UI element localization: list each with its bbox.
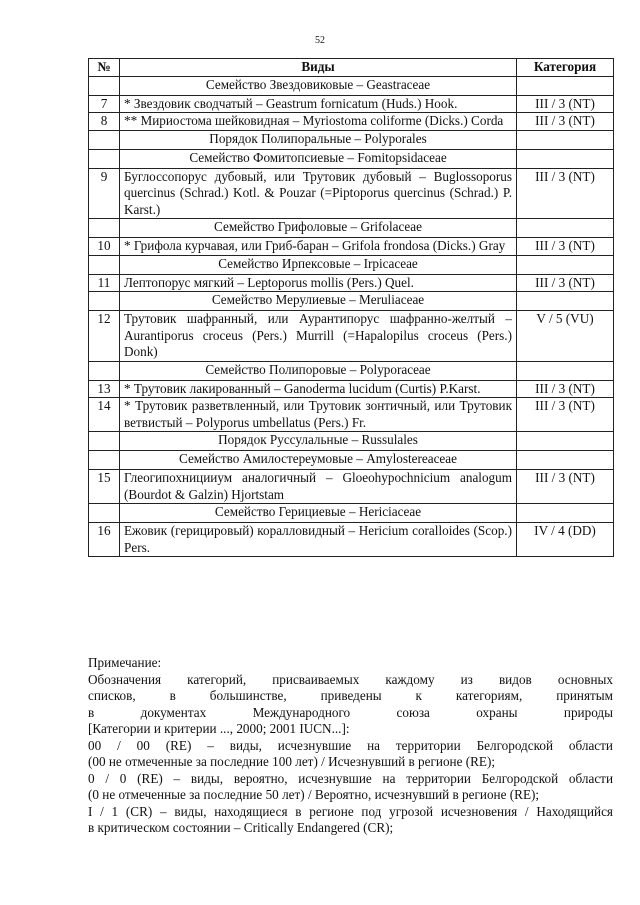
species-number: 8 [89, 113, 120, 131]
family-name: Семейство Герициевые – Hericiaceae [120, 504, 517, 523]
species-row [89, 95, 614, 113]
table-cell [517, 219, 614, 238]
page-number: 52 [315, 35, 325, 46]
table-cell [89, 255, 120, 274]
species-row [89, 238, 614, 256]
species-number: 7 [89, 95, 120, 113]
family-row [89, 292, 614, 311]
species-name: Лептопорус мягкий – Leptoporus mollis (Pers.) Quel. [120, 274, 517, 292]
species-row [89, 380, 614, 398]
species-row [89, 523, 614, 557]
species-category: III / 3 (NT) [517, 168, 614, 219]
table-cell [517, 76, 614, 95]
notes-section [88, 655, 613, 837]
species-row [89, 168, 614, 219]
order-row [89, 130, 614, 149]
table-cell [89, 432, 120, 451]
species-number: 11 [89, 274, 120, 292]
species-name: Буглоссопорус дубовый, или Трутовик дубовый – Buglossoporus quercinus (Schrad.) Kotl. & Pouzar (=Piptoporus quercinus (Schrad.) P. Karst.) [120, 168, 517, 219]
species-number: 15 [89, 470, 120, 504]
table-cell [517, 292, 614, 311]
species-name: Глеогипохницииум аналогичный – Gloeohypochnicium analogum (Bourdot & Galzin) Hjortstam [120, 470, 517, 504]
species-name: * Трутовик разветвленный, или Трутовик зонтичный, или Трутовик ветвистый – Polyporus umbellatus (Pers.) Fr. [120, 398, 517, 432]
table-cell [517, 149, 614, 168]
family-row [89, 504, 614, 523]
table-cell [517, 451, 614, 470]
species-name: Трутовик шафранный, или Аурантипорус шафранно-желтый – Aurantiporus croceus (Pers.) Murrill (=Hapalopilus croceus (Pers.) Donk) [120, 311, 517, 362]
species-name: Ежовик (герицировый) коралловидный – Hericium coralloides (Scop.) Pers. [120, 523, 517, 557]
notes-line: [Категории и критерии ..., 2000; 2001 IUCN...]: [88, 721, 350, 736]
table-cell [517, 361, 614, 380]
notes-line: 0 / 0 (RE) – виды, вероятно, исчезнувшие на территории Белгородской области [88, 770, 613, 786]
family-row [89, 76, 614, 95]
table-cell [517, 130, 614, 149]
family-name: Семейство Звездовиковые – Geastraceae [120, 76, 517, 95]
family-row [89, 255, 614, 274]
table-cell [517, 255, 614, 274]
species-name: * Трутовик лакированный – Ganoderma lucidum (Curtis) P.Karst. [120, 380, 517, 398]
notes-line: в документах Международного союза охраны природы [88, 704, 613, 720]
notes-line: (0 не отмеченные за последние 50 лет) / Вероятно, исчезнувший в регионе (RE); [88, 787, 540, 802]
species-row [89, 311, 614, 362]
notes-line: I / 1 (CR) – виды, находящиеся в регионе под угрозой исчезновения / Находящийся [88, 803, 613, 819]
table-cell [517, 504, 614, 523]
family-name: Семейство Полипоровые – Polyporaceae [120, 361, 517, 380]
table-cell [89, 292, 120, 311]
species-category: III / 3 (NT) [517, 380, 614, 398]
family-name: Семейство Ирпексовые – Irpicaceae [120, 255, 517, 274]
order-row [89, 432, 614, 451]
family-row [89, 219, 614, 238]
family-name: Семейство Амилостереумовые – Amylostereaceae [120, 451, 517, 470]
species-number: 12 [89, 311, 120, 362]
species-category: III / 3 (NT) [517, 470, 614, 504]
species-row [89, 274, 614, 292]
family-name: Семейство Грифоловые – Grifolaceae [120, 219, 517, 238]
species-row [89, 470, 614, 504]
species-category: III / 3 (NT) [517, 238, 614, 256]
species-number: 10 [89, 238, 120, 256]
family-name: Семейство Мерулиевые – Meruliaceae [120, 292, 517, 311]
species-category: III / 3 (NT) [517, 398, 614, 432]
header-category: Категория [517, 59, 614, 77]
table-cell [89, 451, 120, 470]
family-row [89, 149, 614, 168]
table-cell [89, 504, 120, 523]
table-cell [89, 130, 120, 149]
species-number: 9 [89, 168, 120, 219]
species-category: V / 5 (VU) [517, 311, 614, 362]
species-name: ** Мириостома шейковидная – Myriostoma coliforme (Dicks.) Corda [120, 113, 517, 131]
species-category: III / 3 (NT) [517, 274, 614, 292]
species-name: * Грифола курчавая, или Гриб-баран – Grifola frondosa (Dicks.) Gray [120, 238, 517, 256]
table-cell [89, 149, 120, 168]
table-cell [89, 76, 120, 95]
species-category: IV / 4 (DD) [517, 523, 614, 557]
notes-line: списков, в большинстве, приведены к категориям, принятым [88, 688, 613, 703]
species-number: 14 [89, 398, 120, 432]
family-row [89, 451, 614, 470]
species-row [89, 113, 614, 131]
species-number: 13 [89, 380, 120, 398]
species-category: III / 3 (NT) [517, 113, 614, 131]
order-name: Порядок Полипоральные – Polyporales [120, 130, 517, 149]
table-cell [517, 432, 614, 451]
table-cell [89, 361, 120, 380]
notes-line: (00 не отмеченные за последние 100 лет) / Исчезнувший в регионе (RE); [88, 754, 496, 769]
species-category: III / 3 (NT) [517, 95, 614, 113]
notes-title: Примечание: [88, 655, 162, 670]
header-species: Виды [120, 59, 517, 77]
order-name: Порядок Руссулальные – Russulales [120, 432, 517, 451]
family-row [89, 361, 614, 380]
notes-line: в критическом состоянии – Critically Endangered (CR); [88, 820, 394, 835]
species-number: 16 [89, 523, 120, 557]
species-table [88, 58, 614, 557]
table-header-row [89, 59, 614, 77]
species-row [89, 398, 614, 432]
species-name: * Звездовик сводчатый – Geastrum fornicatum (Huds.) Hook. [120, 95, 517, 113]
notes-line: 00 / 00 (RE) – виды, исчезнувшие на территории Белгородской области [88, 737, 613, 753]
table-cell [89, 219, 120, 238]
header-number: № [89, 59, 120, 77]
family-name: Семейство Фомитопсиевые – Fomitopsidaceae [120, 149, 517, 168]
notes-line: Обозначения категорий, присваиваемых каждому из видов основных [88, 671, 613, 687]
